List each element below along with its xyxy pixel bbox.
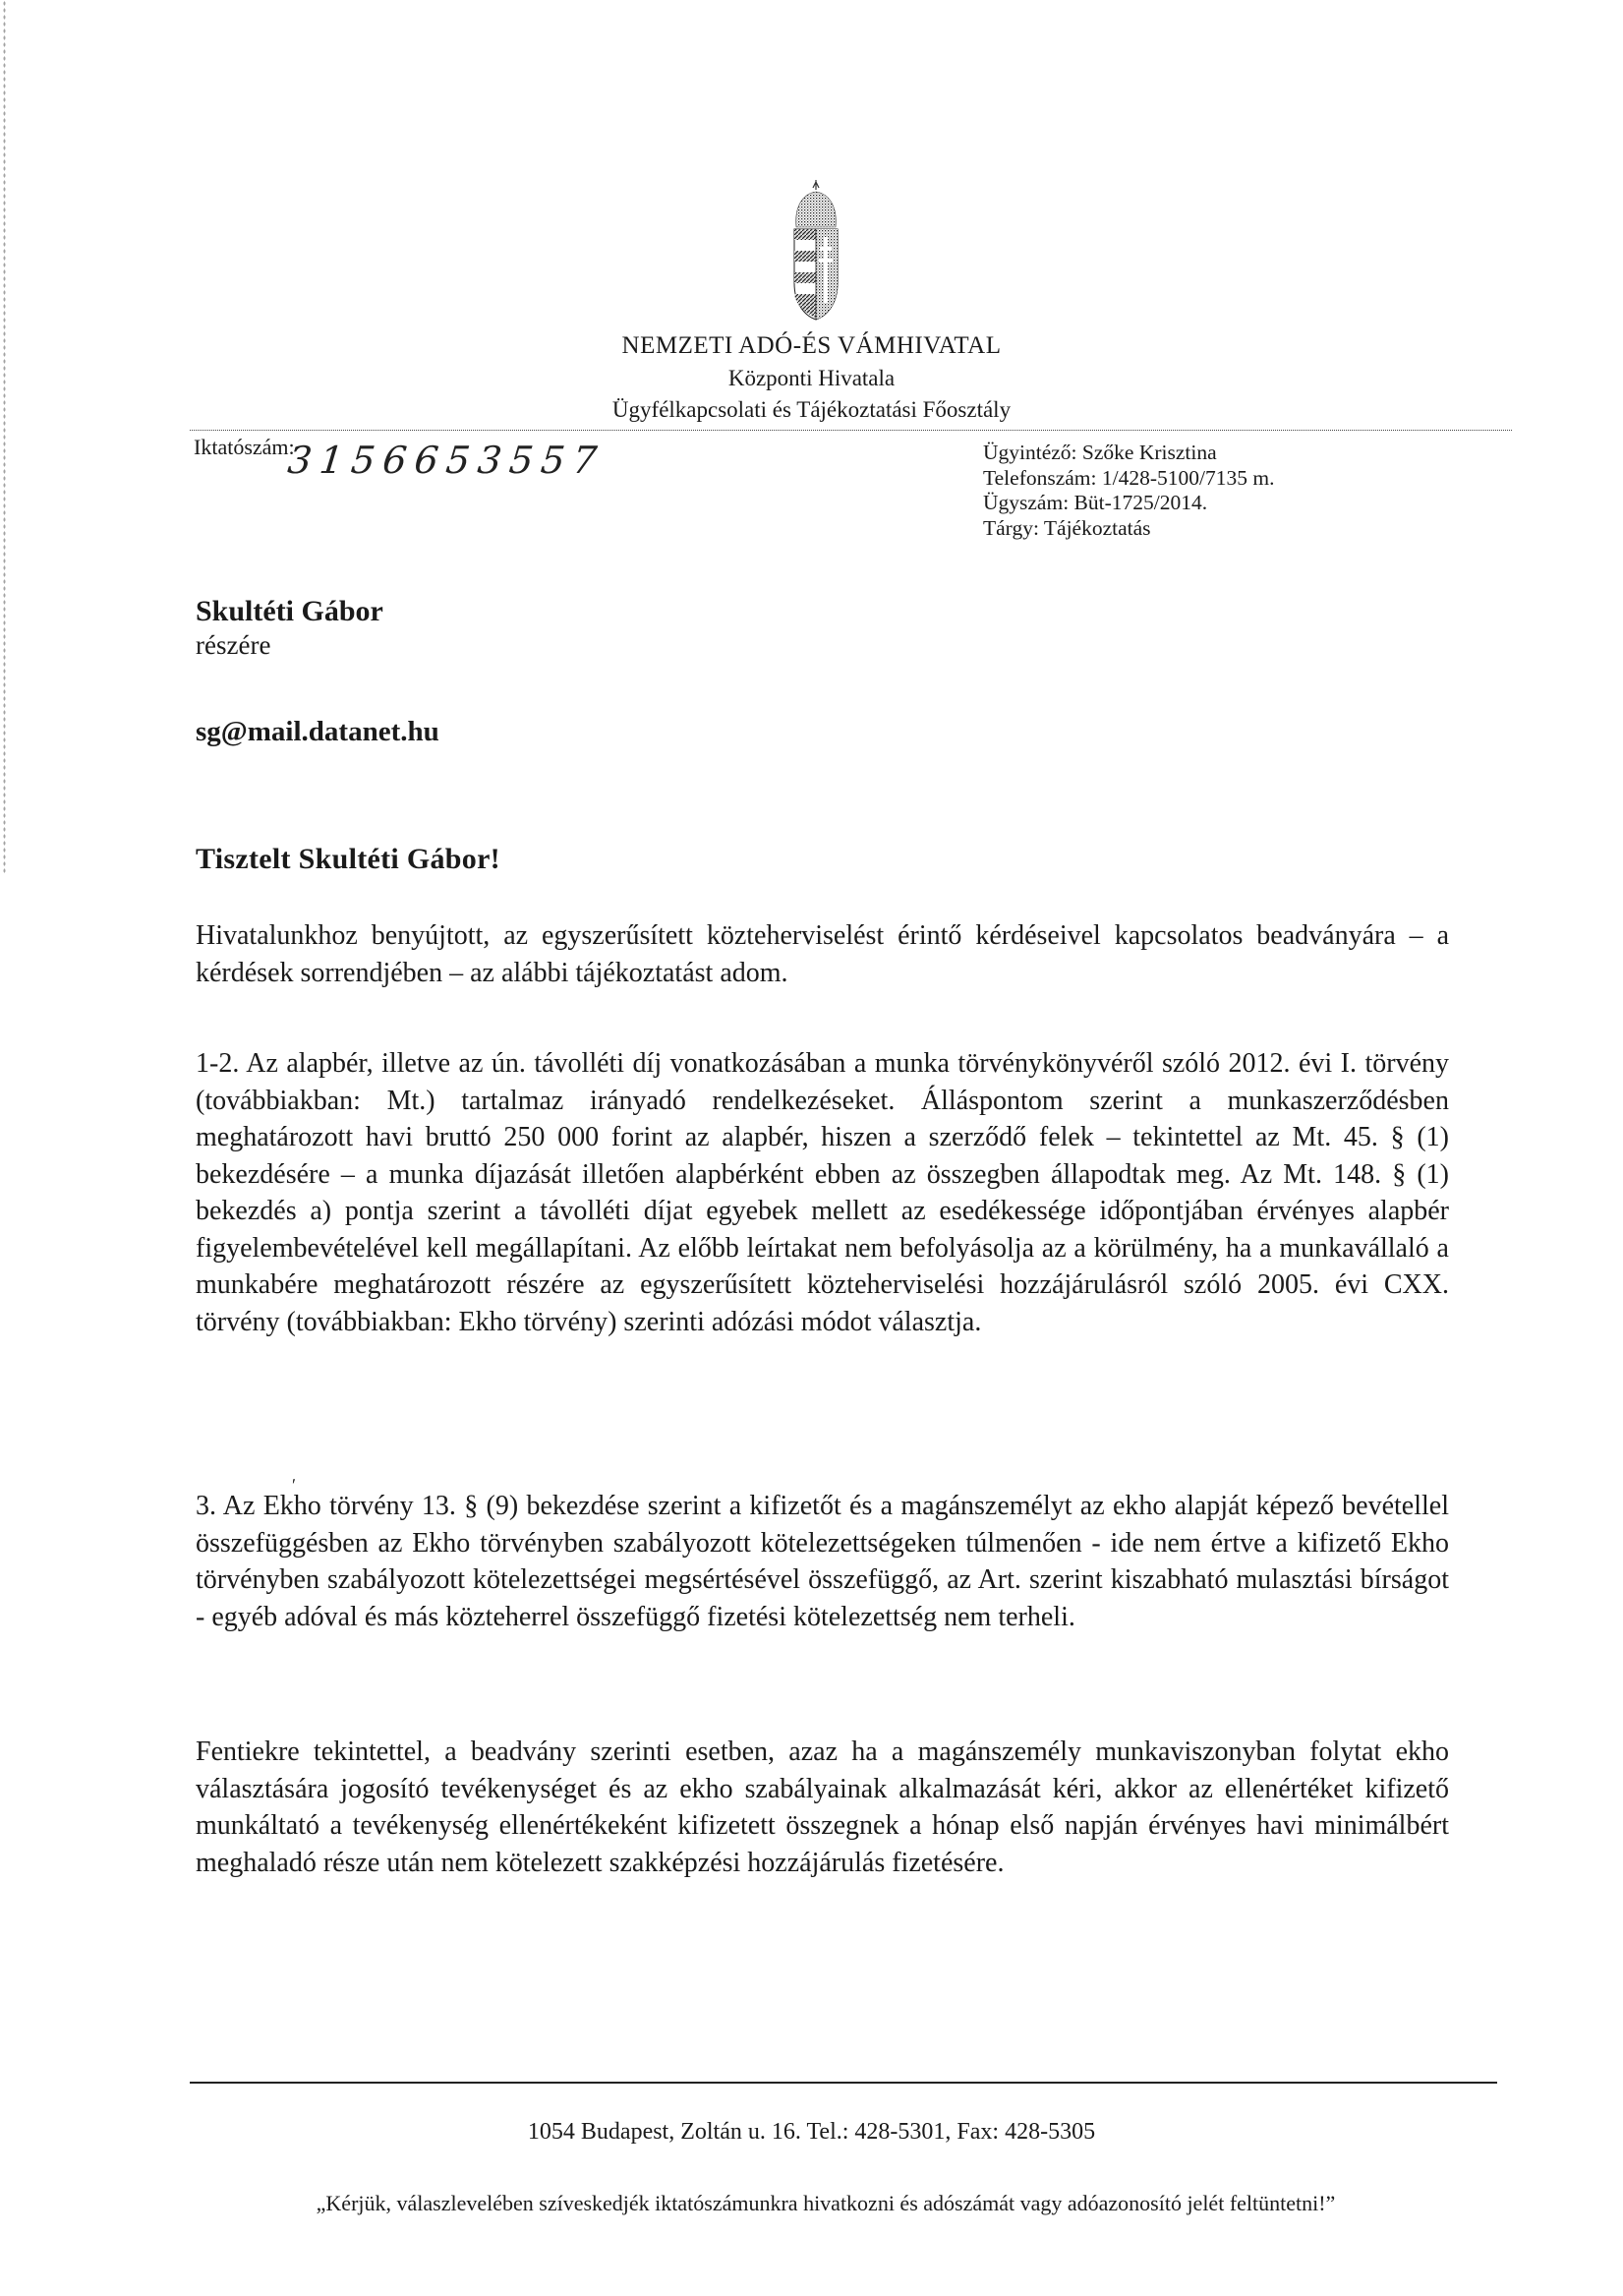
scan-edge-artifact — [3, 0, 6, 875]
ugyintezo: Ügyintéző: Szőke Krisztina — [983, 441, 1217, 464]
salutation: Tisztelt Skultéti Gábor! — [196, 843, 500, 875]
organization-name: NEMZETI ADÓ-ÉS VÁMHIVATAL — [621, 332, 1002, 359]
footer-address: 1054 Budapest, Zoltán u. 16. Tel.: 428-5301, Fax: 428-5305 — [527, 2119, 1096, 2145]
header-divider — [190, 430, 1512, 431]
paragraph-intro: Hivatalunkhoz benyújtott, az egyszerűsített közteherviselést érintő kérdéseivel kapcsolatos beadványára – a kérdések sorrendjében – az alábbi tájékoztatást adom. — [196, 920, 1449, 988]
recipient-name: Skultéti Gábor — [196, 595, 383, 627]
recipient-for-label: részére — [196, 630, 271, 660]
iktatoszam-handwritten-value: 3156653557 — [285, 439, 608, 482]
scan-mark: ʹ — [292, 1475, 296, 1495]
iktatoszam-label: Iktatószám: — [194, 435, 295, 459]
recipient-email: sg@mail.datanet.hu — [196, 716, 439, 747]
paragraph-answer-3-continued: Fentiekre tekintettel, a beadvány szerinti esetben, azaz ha a magánszemély munkaviszonyban folytat ekho választására jogosító tevékenységet és az ekho szabályainak alkalmazását kéri, akkor az ellenértéket kifizető munkáltató a tevékenység ellenértékeként kifizetett összegnek a hónap első napján érvényes havi minimálbért meghaladó része után nem kötelezett szakképzési hozzájárulás fizetésére. — [196, 1737, 1449, 1878]
department-name: Ügyfélkapcsolati és Tájékoztatási Főosztály — [611, 397, 1012, 422]
coat-of-arms-icon — [786, 180, 845, 323]
paragraph-answer-1-2: 1-2. Az alapbér, illetve az ún. távolléti díj vonatkozásában a munka törvénykönyvéről szóló 2012. évi I. törvény (továbbiakban: Mt.) tartalmaz irányadó rendelkezéseket. Álláspontom szerint a munkaszerződésben meghatározott havi bruttó 250 000 forint az alapbér, hiszen a szerződő felek – tekintettel az Mt. 45. § (1) bekezdésére – a munka díjazását illetően alapbérként ebben az összegben állapodtak meg. Az Mt. 148. § (1) bekezdés a) pontja szerint a távolléti díjat egyebek mellett az esedékessége időpontjában érvényes alapbér figyelembevételével kell megállapítani. Az előbb leírtakat nem befolyásolja az a körülmény, ha a munkavállaló a munkabére meghatározott részére az egyszerűsített közteherviselési hozzájárulásról szóló 2005. évi CXX. törvény (továbbiakban: Ekho törvény) szerinti adózási módot választja. — [196, 1048, 1449, 1337]
footer-note: „Kérjük, válaszlevelében szíveskedjék iktatószámunkra hivatkozni és adószámát vagy adóazonosító jelét feltüntetni!” — [316, 2191, 1336, 2215]
recipient-block — [196, 593, 383, 660]
ugyszam: Ügyszám: Büt-1725/2014. — [983, 491, 1208, 514]
office-name: Központi Hivatala — [727, 366, 896, 390]
telefonszam: Telefonszám: 1/428-5100/7135 m. — [983, 465, 1275, 490]
case-metadata — [983, 441, 1274, 541]
footer-divider — [190, 2082, 1497, 2084]
paragraph-answer-3: 3. Az Ekho törvény 13. § (9) bekezdése szerint a kifizetőt és a magánszemélyt az ekho alapját képező bevétellel összefüggésben az Ekho törvényben szabályozott kötelezettségeken túlmenően - ide nem értve a kifizető Ekho törvényben szabályozott kötelezettségei megsértésével összefüggő, az Art. szerint kiszabható mulasztási bírságot - egyéb adóval és más közteherrel összefüggő fizetési kötelezettség nem terheli. — [196, 1491, 1449, 1632]
targy: Tárgy: Tájékoztatás — [983, 515, 1151, 540]
